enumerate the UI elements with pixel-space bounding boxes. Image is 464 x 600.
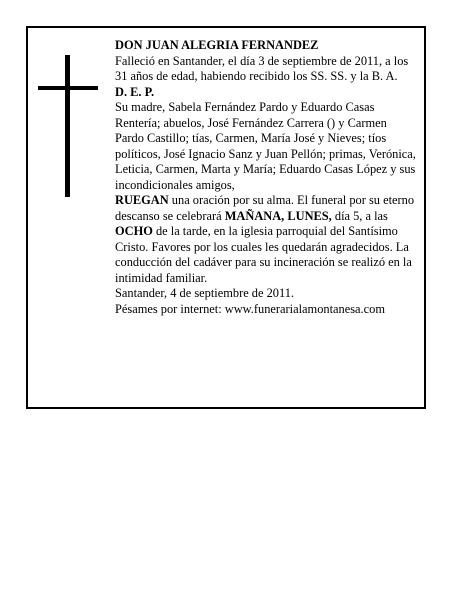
prayer-text-post: de la tarde, en la iglesia parroquial del Santísimo Cristo. Favores por los cuales les quedarán agradecidos. La conducción del cadáver para su incineración se realizó en la intimidad familiar. [115, 224, 412, 285]
deceased-name: DON JUAN ALEGRIA FERNANDEZ [115, 38, 319, 52]
death-statement: Falleció en Santander, el día 3 de septiembre de 2011, a los 31 años de edad, habiendo recibido los SS. SS. y la B. A. [115, 53, 409, 83]
obituary-text [115, 38, 417, 317]
funeral-hour: OCHO [115, 224, 153, 238]
rest-in-peace: D. E. P. [115, 84, 155, 99]
cross-icon-crossbar [38, 86, 98, 90]
prayer-text-mid: día 5, a las [331, 208, 388, 223]
cross-icon [65, 55, 70, 197]
prayer-text: una oración por su alma. El funeral por su eterno descanso se celebrará [115, 193, 415, 223]
ruegan-word: RUEGAN [115, 193, 169, 207]
funeral-paragraph [115, 193, 417, 286]
funeral-day: MAÑANA, LUNES, [224, 208, 332, 223]
place-date: Santander, 4 de septiembre de 2011. [115, 286, 294, 300]
condolences-line: Pésames por internet: www.funerarialamontanesa.com [115, 301, 385, 316]
family-list: Su madre, Sabela Fernández Pardo y Eduardo Casas Rentería; abuelos, José Fernández Carrera () y Carmen Pardo Castillo; tías, Carmen, María José y Nieves; tíos políticos, José Ignacio Sanz y Juan Pellón; primas, Verónica, Leticia, Carmen, Marta y María; Eduardo Casas López y sus incondicionales amigos, [115, 100, 416, 192]
